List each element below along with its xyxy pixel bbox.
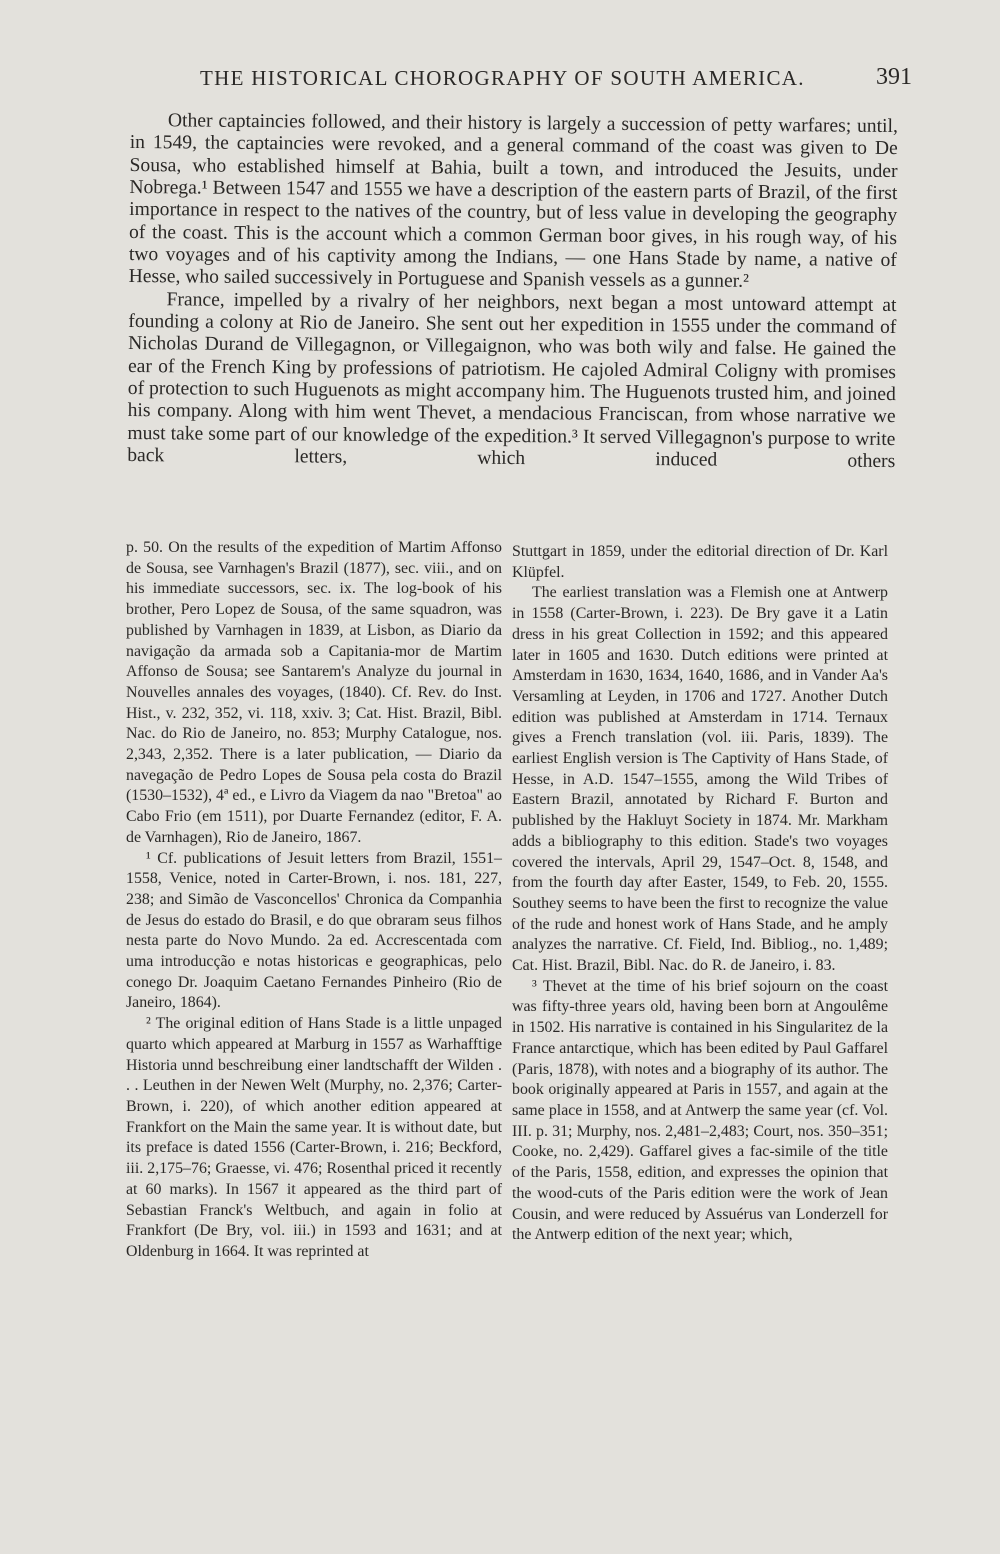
page-header <box>200 62 912 102</box>
footnote-2: ² The original edition of Hans Stade is a little unpaged quarto which appeared at Marburg in 1557 as Warhafftige Historia unnd beschreibung einer landtschafft der Wilden . . . Leuthen in der Newen Welt (Murphy, no. 2,376; Carter-Brown, i. 220), of which another edition appeared at Frankfort on the Main the same year. It is without date, but its preface is dated 1556 (Carter-Brown, i. 216; Beckford, iii. 2,175–76; Graesse, vi. 476; Rosenthal priced it recently at 60 marks). In 1567 it appeared as the third part of Sebastian Franck's Weltbuch, and again in folio at Frankfort (De Bry, vol. iii.) in 1593 and 1631; and at Oldenburg in 1664. It was reprinted at <box>126 1015 502 1260</box>
main-paragraph: France, impelled by a rivalry of her neighbors, next began a most untoward attempt at founding a colony at Rio de Janeiro. She sent out her expedition in 1555 under the command of Nicholas Durand de Villegagnon, or Villegaignon, who was both wily and false. He gained the ear of the French King by professions of patriotism. He cajoled Admiral Coligny with promises of protection to such Huguenots as might accompany him. The Huguenots trusted him, and joined his company. Along with him went Thevet, a mendacious Franciscan, from whose narrative we must take some part of our knowledge of the expedition.³ It served Villegagnon's purpose to write back letters, which induced others <box>127 289 897 473</box>
footnote-3: ³ Thevet at the time of his brief sojourn on the coast was fifty-three years old, having been born at Angoulême in 1502. His narrative is contained in his Singularitez de la France antarctique, which has been edited by Paul Gaffarel (Paris, 1878), with notes and a biography of its author. The book originally appeared at Paris in 1557, and again at the same place in 1558, and at Antwerp the same year (cf. Vol. III. p. 31; Murphy, nos. 2,481–2,483; Court, nos. 350–351; Cooke, no. 2,429). Gaffarel gives a fac-simile of the title of the Paris, 1558, edition, and expresses the opinion that the wood-cuts of the Paris edition were the work of Jean Cousin, and were reduced by Assuérus van Londerzell for the Antwerp edition of the next year; which, <box>512 977 888 1244</box>
running-title: THE HISTORICAL CHOROGRAPHY OF SOUTH AMERICA. <box>200 66 805 90</box>
footnote-1: ¹ Cf. publications of Jesuit letters from Brazil, 1551–1558, Venice, noted in Carter-Brown, i. nos. 181, 227, 238; and Simão de Vasconcellos' Chronica da Companhia de Jesus do estado do Brasil, e do que obraram seus filhos nesta parte do Novo Mundo. 2a ed. Accrescentada com uma introducção e notas historicas e geographicas, pelo conego Dr. Joaquim Caetano Fernandes Pinheiro (Rio de Janeiro, 1864). <box>126 849 502 1012</box>
footnote-2-continuation: Stuttgart in 1859, under the editorial direction of Dr. Karl Klüpfel. <box>512 543 888 581</box>
footnote-2-translations: The earliest translation was a Flemish one at Antwerp in 1558 (Carter-Brown, i. 223). De Bry gave it a Latin dress in his great Collection in 1592; and this appeared later in 1605 and 1630. Dutch editions were printed at Amsterdam in 1630, 1634, 1640, 1686, and in Vander Aa's Versamling at Leyden, in 1706 and 1727. Another Dutch edition was published at Amsterdam in 1714. Ternaux gives a French translation (vol. iii. Paris, 1839). The earliest English version is The Captivity of Hans Stade, of Hesse, in A.D. 1547–1555, among the Wild Tribes of Eastern Brazil, annotated by Richard F. Burton and published by the Hakluyt Society in 1874. Mr. Markham adds a bibliography to this edition. Stade's two voyages covered the intervals, April 29, 1547–Oct. 8, 1548, and from the fourth day after Easter, 1549, to Feb. 20, 1555. Southey seems to have been the first to recognize the value of the rude and honest work of Hans Stade, and he amply analyzes the narrative. Cf. Field, Ind. Bibliog., no. 1,489; Cat. Hist. Brazil, Bibl. Nac. do R. de Janeiro, i. 83. <box>512 584 888 975</box>
page-number: 391 <box>876 64 912 90</box>
main-paragraph: Other captaincies followed, and their history is largely a succession of petty warfares; until, in 1549, the captaincies were revoked, and a general command of the coast was given to De Sousa, who established himself at Bahia, built a town, and introduced the Jesuits, under Nobrega.¹ Between 1547 and 1555 we have a description of the eastern parts of Brazil, of the first importance in respect to the natives of the country, but of less value in developing the geography of the coast. This is the account which a common German boor gives, in his rough way, of his two voyages and of his captivity among the Indians, — one Hans Stade by name, a native of Hesse, who sailed successively in Portuguese and Spanish vessels as a gunner.² <box>128 110 898 293</box>
footnotes-right-column <box>512 542 888 1246</box>
main-text <box>127 110 898 474</box>
footnote-continuation: p. 50. On the results of the expedition of Martim Affonso de Sousa, see Varnhagen's Brazil (1877), sec. viii., and on his immediate successors, sec. ix. The log-book of his brother, Pero Lopez de Sousa, of the same squadron, was published by Varnhagen in 1839, at Lisbon, as Diario da navigação da armada sob a Capitania-mor de Martim Affonso de Sousa; see Santarem's Analyze du journal in Nouvelles annales des voyages, (1840). Cf. Rev. do Inst. Hist., v. 232, 352, vi. 118, xxiv. 3; Cat. Hist. Brazil, Bibl. Nac. do Rio de Janeiro, no. 853; Murphy Catalogue, nos. 2,343, 2,352. There is a later publication, — Diario da navegação de Pedro Lopes de Sousa pela costa do Brazil (1530–1532), 4ª ed., e Livro da Viagem da nao "Bretoa" ao Cabo Frio (em 1511), por Duarte Fernandez (editor, F. A. de Varnhagen), Rio de Janeiro, 1867. <box>126 539 502 846</box>
footnotes-left-column <box>126 538 502 1263</box>
